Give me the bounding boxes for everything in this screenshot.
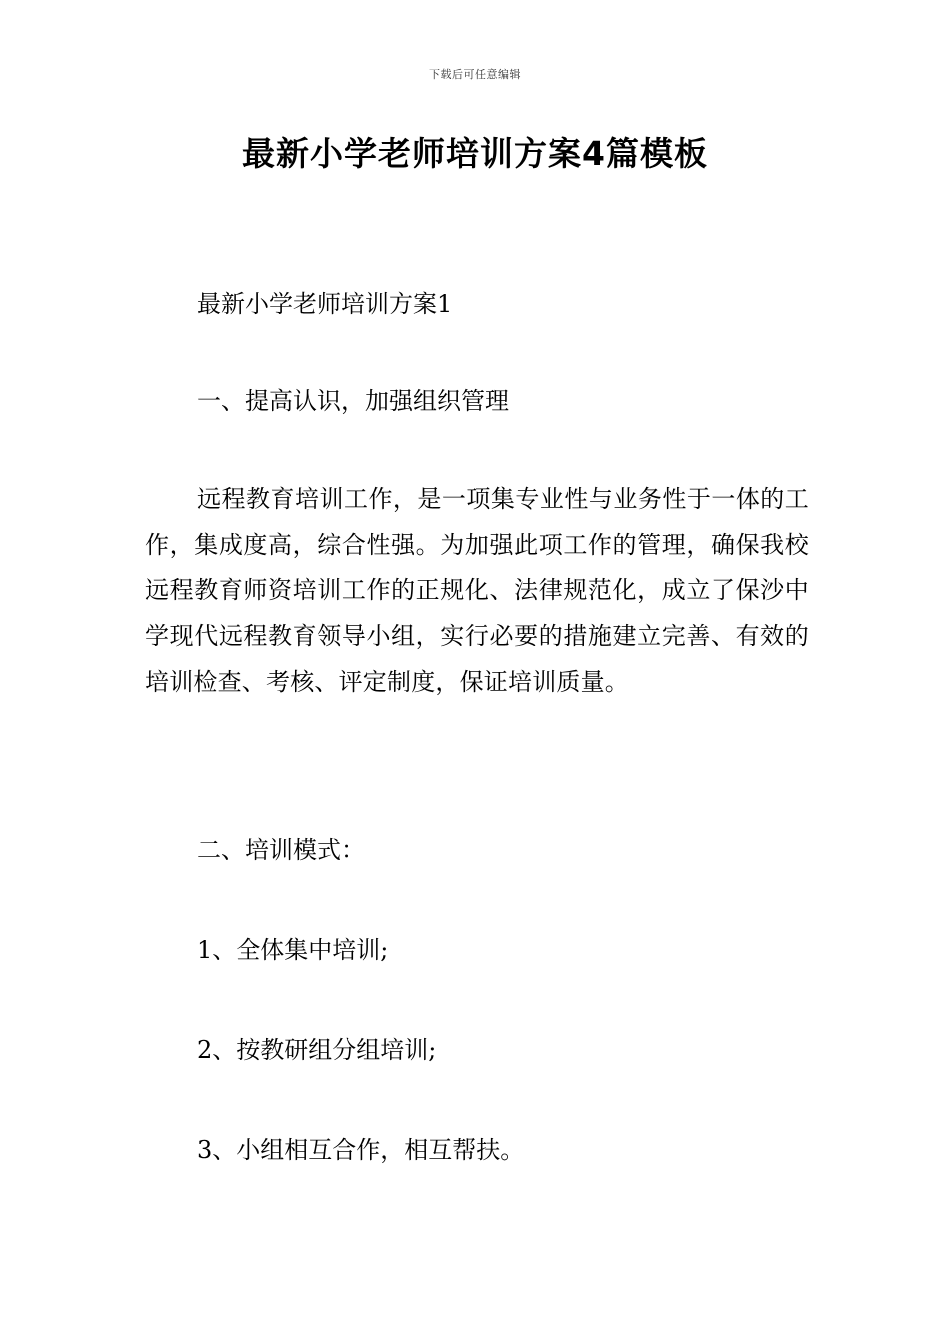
section-heading-two: 二、培训模式：	[197, 836, 365, 864]
list-item: 3、小组相互合作，相互帮扶。	[197, 1136, 525, 1164]
list-item: 1、全体集中培训;	[197, 936, 389, 964]
section-heading-one: 一、提高认识，加强组织管理	[197, 387, 509, 415]
section-subtitle: 最新小学老师培训方案1	[197, 290, 453, 318]
list-item: 2、按教研组分组培训;	[197, 1036, 437, 1064]
header-note: 下载后可任意编辑	[429, 68, 521, 81]
body-paragraph: 远程教育培训工作，是一项集专业性与业务性于一体的工作，集成度高，综合性强。为加强此项工作的管理，确保我校远程教育师资培训工作的正规化、法律规范化，成立了保沙中学现代远程教育领导小组，实行必要的措施建立完善、有效的培训检查、考核、评定制度，保证培训质量。	[145, 485, 809, 696]
document-title: 最新小学老师培训方案4篇模板	[242, 134, 708, 173]
